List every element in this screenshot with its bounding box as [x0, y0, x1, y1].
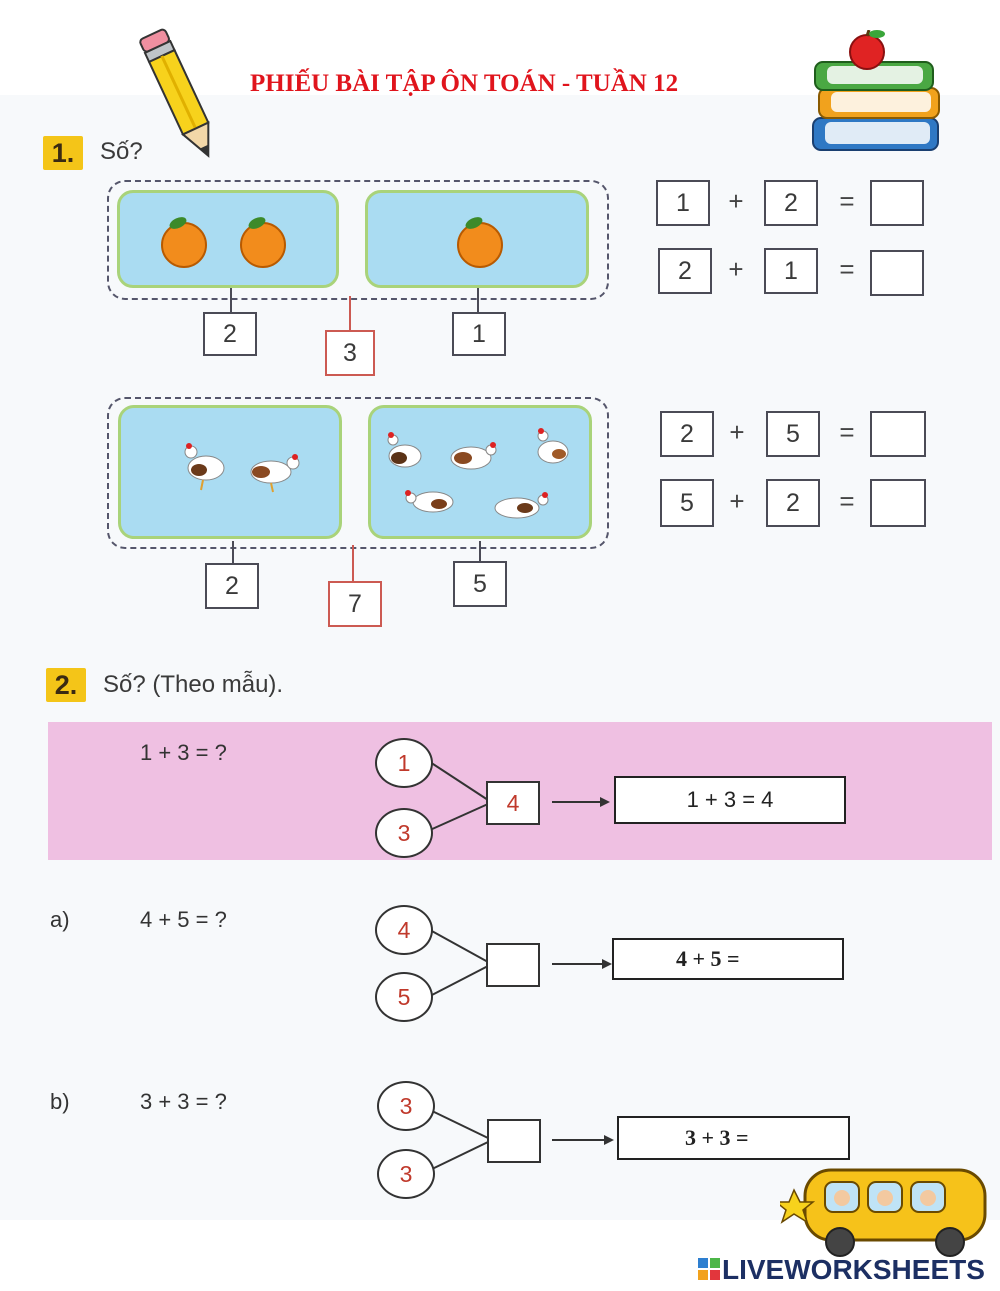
part-a-answer-input[interactable]: 4 + 5 =: [612, 938, 844, 980]
group-2-right-panel: [368, 405, 592, 539]
school-bus-icon: [780, 1140, 995, 1260]
orange-icon: [241, 215, 285, 267]
exercise-2-number: 2.: [46, 668, 86, 702]
group-1-left-panel: [117, 190, 339, 288]
group-2-total: 7: [328, 581, 382, 627]
sample-bottom-addend: 3: [375, 808, 433, 858]
exercise-1-number: 1.: [43, 136, 83, 170]
books-apple-icon: [805, 30, 950, 165]
hen-icon: [405, 490, 453, 512]
orange-icon: [162, 215, 206, 267]
group-2-left-count: 2: [205, 563, 259, 609]
answer-input[interactable]: [870, 180, 924, 226]
group-1-total: 3: [325, 330, 375, 376]
answer-input[interactable]: [870, 479, 926, 527]
part-b-question: 3 + 3 = ?: [140, 1089, 227, 1114]
exercise-1-heading: Số?: [100, 138, 143, 165]
group-2-right-count: 5: [453, 561, 507, 607]
group-2-left-panel: [118, 405, 342, 539]
part-a-bottom-addend: 5: [375, 972, 433, 1022]
part-b-top-addend: 3: [377, 1081, 435, 1131]
sample-answer: 1 + 3 = 4: [614, 776, 846, 824]
group-1-right-panel: [365, 190, 589, 288]
sample-top-addend: 1: [375, 738, 433, 788]
hen-icon: [388, 432, 421, 467]
exercise-2-heading: Số? (Theo mẫu).: [103, 671, 284, 698]
hen-icon: [495, 492, 548, 518]
hen-icon: [185, 443, 224, 490]
page-title: PHIẾU BÀI TẬP ÔN TOÁN - TUẦN 12: [250, 70, 679, 97]
part-a-sum-input[interactable]: [486, 943, 540, 987]
part-a-label: a): [50, 907, 70, 932]
group-1-right-count: 1: [452, 312, 506, 356]
part-b-label: b): [50, 1089, 70, 1114]
sample-question: 1 + 3 = ?: [140, 740, 227, 765]
answer-input[interactable]: [870, 250, 924, 296]
hen-icon: [538, 428, 568, 463]
pencil-icon: [130, 20, 230, 170]
liveworksheets-logo: [698, 1254, 985, 1286]
part-b-bottom-addend: 3: [377, 1149, 435, 1199]
logo-text: LIVEWORKSHEETS: [722, 1254, 985, 1285]
part-a-question: 4 + 5 = ?: [140, 907, 227, 932]
part-a-top-addend: 4: [375, 905, 433, 955]
sample-sum: 4: [486, 781, 540, 825]
part-b-answer-input[interactable]: 3 + 3 =: [617, 1116, 850, 1160]
logo-mark-icon: [698, 1258, 722, 1282]
orange-icon: [458, 215, 502, 267]
hen-icon: [451, 442, 496, 469]
hen-icon: [251, 454, 299, 492]
group-1-left-count: 2: [203, 312, 257, 356]
answer-input[interactable]: [870, 411, 926, 457]
part-b-sum-input[interactable]: [487, 1119, 541, 1163]
